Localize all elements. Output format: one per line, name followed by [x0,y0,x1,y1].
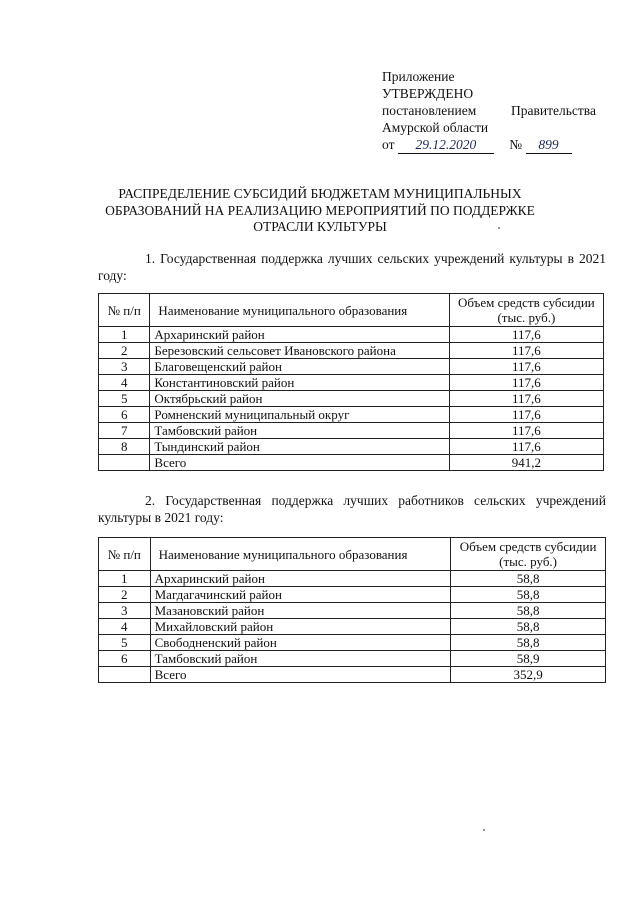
subsidy-amount: 117,6 [449,375,603,391]
approval-resolution: постановлением [382,103,477,118]
column-header-amount: Объем средств субсидии (тыс. руб.) [449,294,603,327]
approval-date-line [382,136,612,154]
table-header-row [99,538,606,571]
municipality-name: Ромненский муниципальный округ [150,407,449,423]
total-label: Всего [150,667,451,683]
municipality-name: Березовский сельсовет Ивановского района [150,343,449,359]
table-row [99,635,606,651]
row-number: 7 [99,423,150,439]
row-number: 5 [99,635,151,651]
subsidy-table-2 [98,537,606,683]
municipality-name: Тамбовский район [150,423,449,439]
approval-number-label: № [509,137,523,152]
row-number: 8 [99,439,150,455]
document-title: РАСПРЕДЕЛЕНИЕ СУБСИДИЙ БЮДЖЕТАМ МУНИЦИПАЛЬНЫХ ОБРАЗОВАНИЙ НА РЕАЛИЗАЦИЮ МЕРОПРИЯТИЙ ПО ПОДДЕРЖКЕ ОТРАСЛИ КУЛЬТУРЫ [105,186,535,234]
row-number: 2 [99,343,150,359]
municipality-name: Благовещенский район [150,359,449,375]
subsidy-amount: 117,6 [449,359,603,375]
column-header-name: Наименование муниципального образования [150,294,449,327]
column-header-number: № п/п [99,538,151,571]
total-row [99,667,606,683]
subsidy-amount: 117,6 [449,343,603,359]
subsidy-amount: 117,6 [449,391,603,407]
table-header-row [99,294,604,327]
section1-heading: 1. Государственная поддержка лучших сельских учреждений культуры в 2021 году: [98,251,606,283]
municipality-name: Магдагачинский район [150,587,451,603]
total-row [99,455,604,471]
municipality-name: Тындинский район [150,439,449,455]
approval-government: Правительства [511,103,596,118]
row-number: 4 [99,619,151,635]
scan-speck [498,227,500,229]
subsidy-table-1 [98,293,604,471]
table-row [99,571,606,587]
subsidy-amount: 58,8 [451,603,606,619]
approval-block [382,68,612,154]
table-row [99,343,604,359]
subsidy-amount: 58,8 [451,635,606,651]
row-number: 4 [99,375,150,391]
row-number: 1 [99,571,151,587]
approval-annex: Приложение [382,69,455,84]
municipality-name: Архаринский район [150,571,451,587]
total-row-number [99,455,150,471]
table-row [99,391,604,407]
column-header-name: Наименование муниципального образования [150,538,451,571]
total-amount: 352,9 [451,667,606,683]
subsidy-amount: 58,8 [451,587,606,603]
subsidy-amount: 58,8 [451,619,606,635]
approval-region: Амурской области [382,120,489,135]
subsidy-amount: 58,8 [451,571,606,587]
section2-heading: 2. Государственная поддержка лучших работников сельских учреждений культуры в 2021 году: [98,493,606,525]
column-header-amount: Объем средств субсидии (тыс. руб.) [451,538,606,571]
scan-speck [483,829,485,831]
row-number: 5 [99,391,150,407]
approval-number: 899 [526,136,572,154]
table-row [99,587,606,603]
table-row [99,423,604,439]
row-number: 3 [99,359,150,375]
municipality-name: Свободненский район [150,635,451,651]
approval-date: 29.12.2020 [398,136,494,154]
approval-approved: УТВЕРЖДЕНО [382,86,474,101]
subsidy-amount: 117,6 [449,439,603,455]
row-number: 1 [99,327,150,343]
table-row [99,375,604,391]
table-row [99,439,604,455]
municipality-name: Тамбовский район [150,651,451,667]
table-row [99,359,604,375]
approval-from-label: от [382,137,395,152]
row-number: 3 [99,603,151,619]
column-header-number: № п/п [99,294,150,327]
table-row [99,327,604,343]
table-row [99,407,604,423]
table-row [99,651,606,667]
municipality-name: Октябрьский район [150,391,449,407]
table-row [99,619,606,635]
municipality-name: Мазановский район [150,603,451,619]
municipality-name: Михайловский район [150,619,451,635]
row-number: 2 [99,587,151,603]
row-number: 6 [99,651,151,667]
subsidy-amount: 117,6 [449,327,603,343]
total-label: Всего [150,455,449,471]
municipality-name: Архаринский район [150,327,449,343]
municipality-name: Константиновский район [150,375,449,391]
subsidy-amount: 58,9 [451,651,606,667]
total-amount: 941,2 [449,455,603,471]
subsidy-amount: 117,6 [449,407,603,423]
approval-resolution-line [382,102,596,119]
table-row [99,603,606,619]
subsidy-amount: 117,6 [449,423,603,439]
row-number: 6 [99,407,150,423]
total-row-number [99,667,151,683]
